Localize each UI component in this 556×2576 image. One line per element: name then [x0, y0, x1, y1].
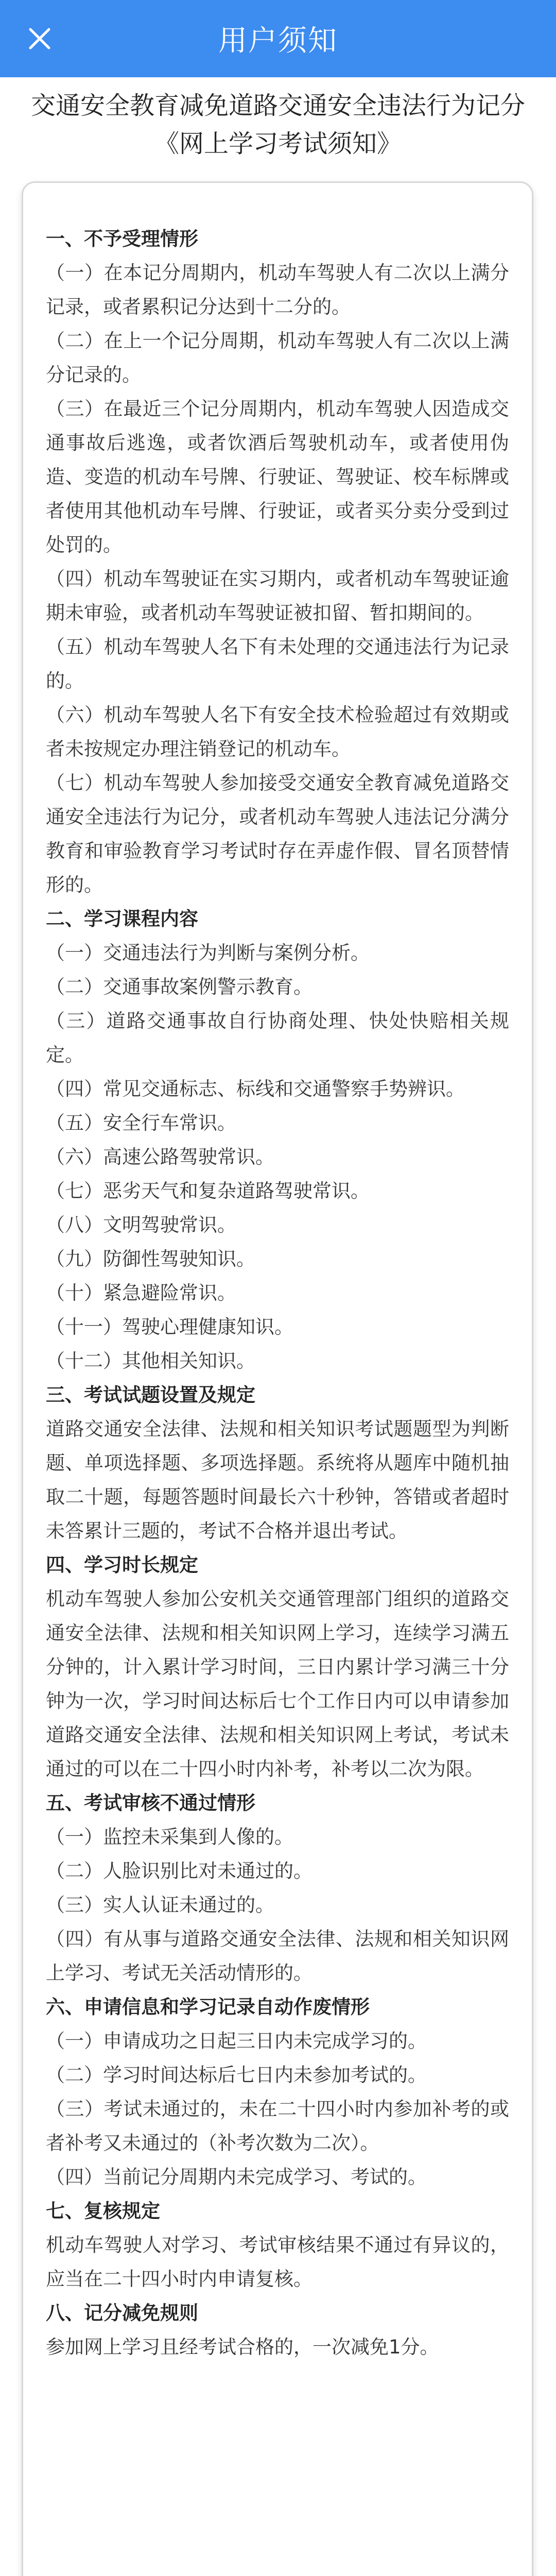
- notice-card[interactable]: [22, 181, 533, 2576]
- section-heading: 一、不予受理情形: [46, 228, 198, 250]
- section-paragraph: （四）有从事与道路交通安全法律、法规和相关知识网上学习、考试无关活动情形的。: [46, 1928, 509, 1984]
- section-paragraph: （五）机动车驾驶人名下有未处理的交通违法行为记录的。: [46, 636, 509, 692]
- section-heading: 二、学习课程内容: [46, 908, 198, 930]
- section-paragraph: （一）交通违法行为判断与案例分析。: [46, 942, 370, 964]
- section-paragraph: （十）紧急避险常识。: [46, 1282, 236, 1304]
- section-paragraph: （四）常见交通标志、标线和交通警察手势辨识。: [46, 1078, 465, 1100]
- section-paragraph: （七）恶劣天气和复杂道路驾驶常识。: [46, 1180, 370, 1202]
- section-paragraph: 参加网上学习且经考试合格的，一次减免1分。: [46, 2336, 439, 2358]
- section-paragraph: （四）当前记分周期内未完成学习、考试的。: [46, 2166, 427, 2188]
- notice-section: [46, 902, 509, 1378]
- section-paragraph: （四）机动车驾驶证在实习期内，或者机动车驾驶证逾期未审验，或者机动车驾驶证被扣留、暂扣期间的。: [46, 568, 509, 624]
- notice-section: [46, 1786, 509, 1990]
- section-heading: 四、学习时长规定: [46, 1554, 198, 1576]
- section-paragraph: （二）人脸识别比对未通过的。: [46, 1860, 312, 1882]
- section-heading: 七、复核规定: [46, 2200, 160, 2222]
- close-button[interactable]: [21, 20, 59, 58]
- section-paragraph: （二）交通事故案例警示教育。: [46, 976, 312, 998]
- document-title-line1: 交通安全教育减免道路交通安全违法行为记分: [30, 91, 525, 120]
- section-paragraph: （五）安全行车常识。: [46, 1112, 236, 1134]
- notice-section: [46, 1990, 509, 2194]
- document-title: [21, 87, 535, 163]
- section-paragraph: （八）文明驾驶常识。: [46, 1214, 236, 1236]
- top-bar: [0, 0, 556, 77]
- section-paragraph: （三）道路交通事故自行协商处理、快处快赔相关规定。: [46, 1010, 509, 1066]
- notice-section: [46, 1378, 509, 1548]
- section-paragraph: 机动车驾驶人参加公安机关交通管理部门组织的道路交通安全法律、法规和相关知识网上学习，连续学习满五分钟的，计入累计学习时间，三日内累计学习满三十分钟为一次，学习时间达标后七个工作日内可以申请参加道路交通安全法律、法规和相关知识网上考试，考试未通过的可以在二十四小时内补考，补考以二次为限。: [46, 1588, 509, 1780]
- section-paragraph: （三）考试未通过的，未在二十四小时内参加补考的或者补考又未通过的（补考次数为二次）。: [46, 2098, 509, 2154]
- section-paragraph: （十一）驾驶心理健康知识。: [46, 1316, 293, 1338]
- section-paragraph: （三）实人认证未通过的。: [46, 1894, 274, 1916]
- section-paragraph: （三）在最近三个记分周期内，机动车驾驶人因造成交通事故后逃逸，或者饮酒后驾驶机动车，或者使用伪造、变造的机动车号牌、行驶证、驾驶证、校车标牌或者使用其他机动车号牌、行驶证，或者买分卖分受到过处罚的。: [46, 398, 509, 556]
- section-paragraph: 道路交通安全法律、法规和相关知识考试题题型为判断题、单项选择题、多项选择题。系统将从题库中随机抽取二十题，每题答题时间最长六十秒钟，答错或者超时未答累计三题的，考试不合格并退出考试。: [46, 1418, 509, 1542]
- section-paragraph: 机动车驾驶人对学习、考试审核结果不通过有异议的，应当在二十四小时内申请复核。: [46, 2234, 509, 2290]
- section-heading: 八、记分减免规则: [46, 2302, 198, 2324]
- section-heading: 六、申请信息和学习记录自动作废情形: [46, 1996, 370, 2018]
- section-paragraph: （二）在上一个记分周期，机动车驾驶人有二次以上满分记录的。: [46, 330, 509, 386]
- section-heading: 三、考试试题设置及规定: [46, 1384, 255, 1406]
- notice-section: [46, 1548, 509, 1786]
- close-icon: [28, 27, 51, 50]
- section-paragraph: （九）防御性驾驶知识。: [46, 1248, 255, 1270]
- document-title-line2: 《网上学习考试须知》: [154, 129, 402, 158]
- section-paragraph: （六）高速公路驾驶常识。: [46, 1146, 274, 1168]
- section-paragraph: （二）学习时间达标后七日内未参加考试的。: [46, 2064, 427, 2086]
- section-paragraph: （七）机动车驾驶人参加接受交通安全教育减免道路交通安全违法行为记分，或者机动车驾驶人违法记分满分教育和审验教育学习考试时存在弄虚作假、冒名顶替情形的。: [46, 772, 509, 896]
- page-title: 用户须知: [218, 24, 338, 58]
- section-paragraph: （一）监控未采集到人像的。: [46, 1826, 293, 1848]
- section-paragraph: （一）申请成功之日起三日内未完成学习的。: [46, 2030, 427, 2052]
- notice-section: [46, 2194, 509, 2296]
- notice-section: [46, 222, 509, 902]
- notice-section: [46, 2296, 509, 2364]
- section-paragraph: （一）在本记分周期内，机动车驾驶人有二次以上满分记录，或者累积记分达到十二分的。: [46, 262, 509, 318]
- section-paragraph: （十二）其他相关知识。: [46, 1350, 255, 1372]
- section-paragraph: （六）机动车驾驶人名下有安全技术检验超过有效期或者未按规定办理注销登记的机动车。: [46, 704, 509, 760]
- section-heading: 五、考试审核不通过情形: [46, 1792, 255, 1814]
